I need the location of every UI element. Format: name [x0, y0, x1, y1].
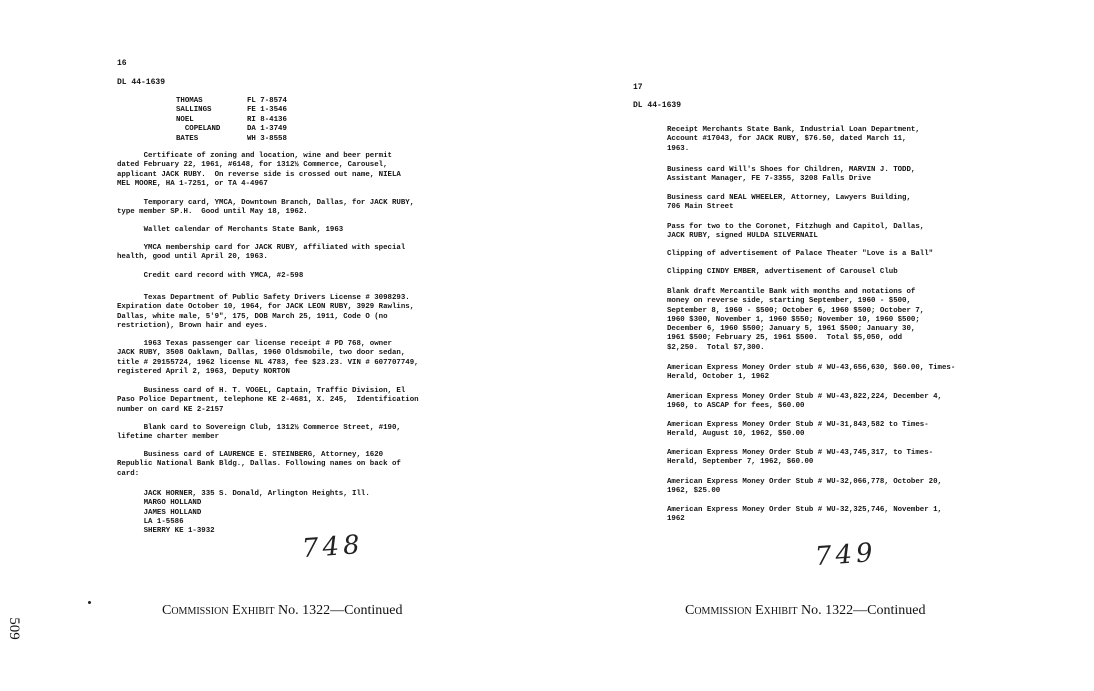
names-on-card-list: JACK HORNER, 335 S. Donald, Arlington Heights, Ill. MARGO HOLLAND JAMES HOLLAND LA 1-5586 SHERRY KE 1-3932 — [143, 490, 370, 536]
page-number: 16 — [117, 59, 127, 68]
money-order-stub-1: American Express Money Order stub # WU-43,656,630, $60.00, Times- Herald, October 1, 1962 — [667, 364, 956, 382]
phone-row — [176, 106, 287, 115]
caption-suffix: No. 1322—Continued — [801, 603, 926, 618]
steinberg-business-card-paragraph: Business card of LAURENCE E. STEINBERG, Attorney, 1620 Republic National Bank Bldg., Dallas. Following names on back of card: — [117, 451, 401, 478]
money-order-stub-6: American Express Money Order Stub # WU-32,325,746, November 1, 1962 — [667, 506, 942, 524]
wills-shoes-card-paragraph: Business card Will's Shoes for Children, MARVIN J. TODD, Assistant Manager, FE 7-3355, 3208 Falls Drive — [667, 166, 916, 184]
exhibit-caption — [685, 603, 925, 619]
handwritten-page-number: 749 — [814, 537, 878, 573]
phone-list — [176, 97, 287, 144]
phone-number: FL 7-8574 — [247, 97, 287, 105]
phone-row — [176, 135, 287, 144]
phone-row — [176, 125, 287, 134]
phone-row — [176, 97, 287, 106]
credit-card-paragraph: Credit card record with YMCA, #2-598 — [117, 272, 304, 280]
money-order-stub-2: American Express Money Order Stub # WU-43,822,224, December 4, 1960, to ASCAP for fees, $60.00 — [667, 393, 942, 411]
handwritten-page-number: 748 — [301, 529, 365, 565]
phone-name: BATES — [176, 134, 199, 143]
palace-clipping-paragraph: Clipping of advertisement of Palace Theater "Love is a Ball" — [667, 250, 934, 258]
car-license-paragraph: 1963 Texas passenger car license receipt # PD 768, owner JACK RUBY, 3508 Oaklawn, Dallas, 1960 Oldsmobile, two door sedan, title # 29155724, 1962 license NL 4783, fee $23.23. VIN # 607707749, registered April 2, 1963, Deputy NORTON — [117, 340, 419, 376]
cindy-ember-clipping-paragraph: Clipping CINDY EMBER, advertisement of Carousel Club — [667, 268, 898, 276]
phone-name: NOEL — [176, 115, 194, 124]
phone-number: FE 1-3546 — [247, 106, 287, 115]
ymca-temporary-card-paragraph: Temporary card, YMCA, Downtown Branch, Dallas, for JACK RUBY, type member SP.H. Good until May 18, 1962. — [117, 199, 415, 217]
right-page — [547, 0, 1094, 691]
phone-name: THOMAS — [176, 97, 203, 105]
margin-dot — [88, 601, 91, 604]
mercantile-draft-paragraph: Blank draft Mercantile Bank with months and notations of money on reverse side, starting September, 1960 - $500, September 8, 1960 - $500; October 6, 1960 $500; October 7, 1960 $300, November 1, 1960 $550; November 10, 1960 $500; December 6, 1960 $500; January 5, 1961 $500; January 30, 1961 $500; February 25, 1961 $500. Total $5,050, odd $2,250. Total $7,300. — [667, 288, 925, 352]
caption-prefix: Commission Exhibit — [685, 603, 798, 618]
caption-prefix: Commission Exhibit — [162, 603, 275, 618]
phone-number: WH 3-8558 — [247, 134, 287, 143]
page-number: 17 — [633, 83, 643, 92]
vogel-business-card-paragraph: Business card of H. T. VOGEL, Captain, Traffic Division, El Paso Police Department, telephone KE 2-4681, X. 245, Identification number on card KE 2-2157 — [117, 387, 419, 414]
sovereign-club-paragraph: Blank card to Sovereign Club, 1312½ Commerce Street, #190, lifetime charter member — [117, 424, 401, 442]
phone-number: RI 8-4136 — [247, 115, 287, 124]
phone-row — [176, 116, 287, 125]
merchants-receipt-paragraph: Receipt Merchants State Bank, Industrial Loan Department, Account #17043, for JACK RUBY, $76.50, dated March 11, 1963. — [667, 126, 920, 153]
drivers-license-paragraph: Texas Department of Public Safety Drivers License # 3098293. Expiration date October 10, 1964, for JACK LEON RUBY, 3929 Rawlins, Dallas, white male, 5'9", 175, DOB March 25, 1911, Code O (no restriction), Brown hair and eyes. — [117, 294, 415, 330]
money-order-stub-5: American Express Money Order Stub # WU-32,066,778, October 20, 1962, $25.00 — [667, 478, 942, 496]
file-number: DL 44-1639 — [117, 78, 166, 87]
margin-page-number: 509 — [5, 617, 22, 640]
coronet-pass-paragraph: Pass for two to the Coronet, Fitzhugh and Capitol, Dallas, JACK RUBY, signed HULDA SILVERNAIL — [667, 223, 925, 241]
money-order-stub-4: American Express Money Order Stub # WU-43,745,317, to Times- Herald, September 7, 1962, $60.00 — [667, 449, 934, 467]
phone-number: DA 1-3749 — [247, 125, 287, 134]
wheeler-card-paragraph: Business card NEAL WHEELER, Attorney, Lawyers Building, 706 Main Street — [667, 194, 911, 212]
exhibit-caption — [162, 603, 402, 619]
caption-suffix: No. 1322—Continued — [278, 603, 403, 618]
phone-name: SALLINGS — [176, 106, 212, 115]
wallet-calendar-paragraph: Wallet calendar of Merchants State Bank, 1963 — [117, 226, 344, 234]
phone-name: COPELAND — [176, 125, 221, 134]
ymca-membership-paragraph: YMCA membership card for JACK RUBY, affiliated with special health, good until April 20, 1963. — [117, 244, 406, 262]
file-number: DL 44-1639 — [633, 101, 682, 110]
money-order-stub-3: American Express Money Order Stub # WU-31,843,582 to Times- Herald, August 10, 1962, $50.00 — [667, 421, 929, 439]
zoning-certificate-paragraph: Certificate of zoning and location, wine and beer permit dated February 22, 1961, #6148, for 1312½ Commerce, Carousel, applicant JACK RUBY. On reverse side is crossed out name, NIELA MEL MOORE, HA 1-7251, or TA 4-4967 — [117, 152, 401, 188]
